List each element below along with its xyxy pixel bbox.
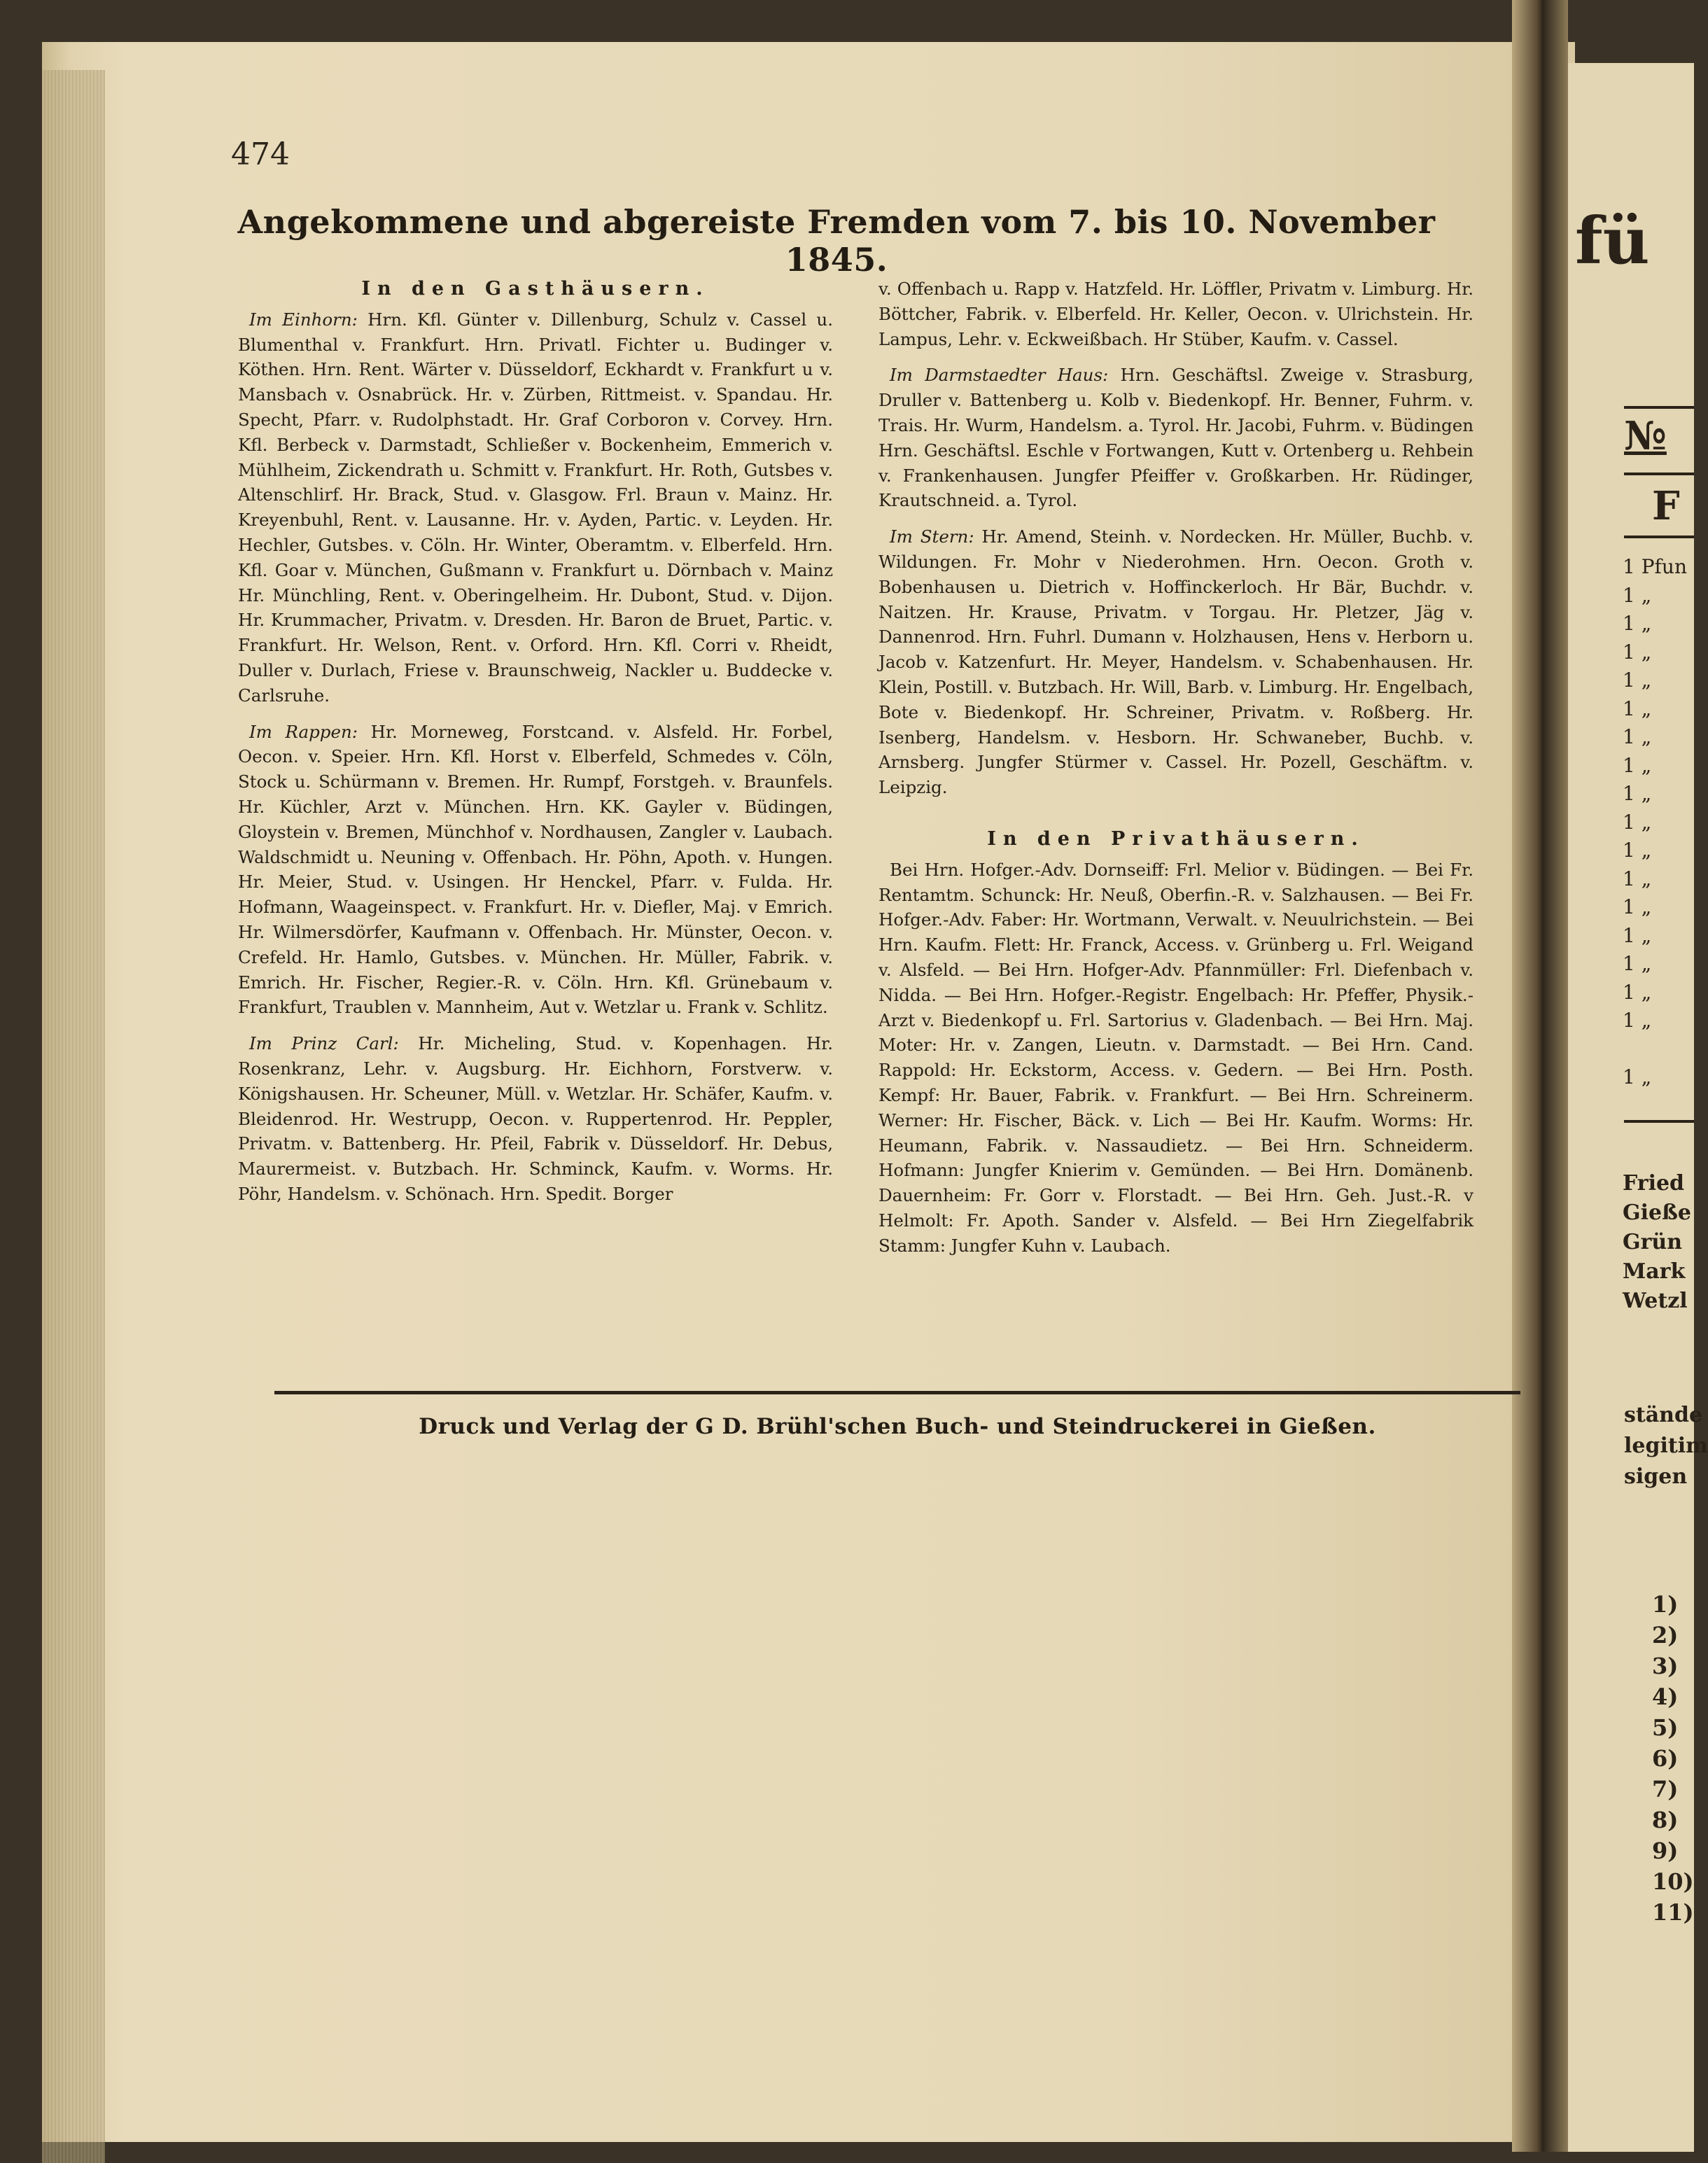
price-row: 1 „ — [1623, 952, 1652, 975]
price-row: 1 „ — [1623, 895, 1652, 918]
price-row: 1 „ — [1623, 1065, 1652, 1088]
page-edges — [42, 70, 105, 2163]
entry-prinz-carl — [238, 1031, 833, 1207]
list-number: 2) — [1652, 1622, 1679, 1648]
entry-darmstaedter-haus — [878, 363, 1474, 513]
next-page-rule — [1624, 406, 1694, 409]
next-page-title-fragment: fü — [1575, 203, 1650, 279]
price-row: 1 „ — [1623, 867, 1652, 890]
entry-place: Im Stern: — [890, 526, 974, 547]
entry-rappen — [238, 720, 833, 1021]
next-page-rule — [1624, 472, 1694, 475]
text-fragment: sigen — [1624, 1464, 1688, 1489]
entry-place: Im Prinz Carl: — [249, 1033, 399, 1054]
list-number: 1) — [1652, 1591, 1679, 1618]
page-number: 474 — [231, 136, 290, 172]
next-page-fragment — [1568, 63, 1708, 2152]
list-number: 4) — [1652, 1684, 1679, 1710]
price-row: 1 „ — [1623, 668, 1652, 692]
place-name: Grün — [1623, 1230, 1683, 1254]
entry-text: Hr. Morneweg, Forstcand. v. Alsfeld. Hr. Forbel, Oecon. v. Speier. Hrn. Kfl. Horst v. Elberfeld, Schmedes v. Cöln, Stock u. Schürmann v. Bremen. Hr. Rumpf, Forstgeh. v. Braunfels. Hr. Küchler, Arzt v. München. Hrn. KK. Gayler v. Büdingen, Gloystein v. Bremen, Münchhof v. Nordhausen, Zangler v. Laubach. Waldschmidt u. Neuning v. Offenbach. Hr. Pöhn, Apoth. v. Hungen. Hr. Meier, Stud. v. Usingen. Hr Henckel, Pfarr. v. Fulda. Hr. Hofmann, Waageinspect. v. Frankfurt. Hr. v. Diefler, Maj. v Emrich. Hr. Wilmersdörfer, Kaufmann v. Offenbach. Hr. Münster, Oecon. v. Crefeld. Hr. Hamlo, Gutsbes. v. München. Hr. Müller, Fabrik. v. Emrich. Hr. Fischer, Regier.-R. v. Cöln. Hrn. Kfl. Grünebaum v. Frankfurt, Traublen v. Mannheim, Aut v. Wetzlar u. Frank v. Schlitz. — [238, 721, 833, 1018]
list-number: 8) — [1652, 1807, 1679, 1833]
book-gutter — [1512, 0, 1568, 2152]
next-page-subtitle-fragment: F — [1652, 483, 1680, 529]
next-page-price-rows — [1623, 553, 1687, 1091]
list-number: 5) — [1652, 1714, 1679, 1741]
price-row: 1 „ — [1623, 640, 1652, 664]
price-row: 1 Pfun — [1623, 555, 1687, 578]
place-name: Gieße — [1623, 1200, 1691, 1225]
price-row: 1 „ — [1623, 782, 1652, 805]
place-name: Wetzl — [1623, 1289, 1688, 1313]
list-number: 6) — [1652, 1745, 1679, 1772]
text-fragment: stände — [1624, 1403, 1703, 1427]
next-page-place-list — [1623, 1169, 1691, 1316]
entry-stern — [878, 524, 1474, 800]
next-page-rule — [1624, 536, 1694, 538]
entry-place: Im Rappen: — [249, 721, 358, 742]
next-page-numbered-list — [1652, 1589, 1694, 1928]
list-number: 3) — [1652, 1653, 1679, 1679]
entry-place: Im Darmstaedter Haus: — [890, 365, 1109, 386]
section-title-gasthaeuser: In den Gasthäusern. — [361, 278, 710, 300]
next-page-text-fragment — [1624, 1400, 1708, 1492]
right-column — [878, 276, 1474, 1258]
next-page-rule — [1624, 1120, 1694, 1123]
footer-rule — [274, 1391, 1520, 1394]
entry-continuation: v. Offenbach u. Rapp v. Hatzfeld. Hr. Löffler, Privatm v. Limburg. Hr. Böttcher, Fabrik. v. Elberfeld. Hr. Keller, Oecon. v. Ulrichstein. Hr. Lampus, Lehr. v. Eckweißbach. Hr Stüber, Kaufm. v. Cassel. — [878, 279, 1474, 349]
price-row: 1 „ — [1623, 923, 1652, 947]
price-row: 1 „ — [1623, 753, 1652, 777]
list-number: 7) — [1652, 1776, 1679, 1802]
list-number: 10) — [1652, 1868, 1694, 1895]
entry-text: Hrn. Geschäftsl. Zweige v. Strasburg, Druller v. Battenberg u. Kolb v. Biedenkopf. Hr. Benner, Fuhrm. v. Trais. Hr. Wurm, Handelsm. a. Tyrol. Hr. Jacobi, Fuhrm. v. Büdingen Hrn. Geschäftsl. Eschle v Fortwangen, Kutt v. Ortenberg u. Rehbein v. Frankenhausen. Jungfer Pfeiffer v. Großkarben. Hr. Rüdinger, Krautschneid. a. Tyrol. — [878, 365, 1474, 511]
list-number: 9) — [1652, 1837, 1679, 1864]
left-column — [238, 276, 833, 1218]
entry-einhorn — [238, 307, 833, 708]
price-row: 1 „ — [1623, 612, 1652, 635]
list-number: 11) — [1652, 1899, 1694, 1926]
price-row: 1 „ — [1623, 725, 1652, 748]
price-row: 1 „ — [1623, 1009, 1652, 1032]
price-row: 1 „ — [1623, 980, 1652, 1004]
entry-text: Hr. Amend, Steinh. v. Nordecken. Hr. Müller, Buchb. v. Wildungen. Fr. Mohr v Niederohmen. Hrn. Oecon. Groth v. Bobenhausen u. Dietrich v. Hoffinckerloch. Hr Bär, Buchdr. v. Naitzen. Hr. Krause, Privatm. v Torgau. Hr. Pletzer, Jäg v. Dannenrod. Hrn. Fuhrl. Dumann v. Holzhausen, Hens v. Herborn u. Jacob v. Katzenfurt. Hr. Meyer, Handelsm. v. Schabenhausen. Hr. Klein, Postill. v. Butzbach. Hr. Will, Barb. v. Limburg. Hr. Engelbach, Bote v. Biedenkopf. Hr. Schreiner, Privatm. v. Roßberg. Hr. Isenberg, Handelsm. v. Hesborn. Hr. Schwaneber, Buchb. v. Arnsberg. Jungfer Stürmer v. Cassel. Hr. Pozell, Geschäftm. v. Leipzig. — [878, 526, 1474, 798]
price-row: 1 „ — [1623, 583, 1652, 607]
price-row: 1 „ — [1623, 810, 1652, 834]
price-row: 1 „ — [1623, 696, 1652, 720]
price-row: 1 „ — [1623, 839, 1652, 862]
section-title-privathaeuser: In den Privathäusern. — [987, 827, 1365, 850]
entry-text: Hr. Micheling, Stud. v. Kopenhagen. Hr. Rosenkranz, Lehr. v. Augsburg. Hr. Eichhorn, Forstverw. v. Königshausen. Hr. Scheuner, Müll. v. Wetzlar. Hr. Schäfer, Kaufm. v. Bleidenrod. Hr. Westrupp, Oecon. v. Ruppertenrod. Hr. Peppler, Privatm. v. Battenberg. Hr. Pfeil, Fabrik v. Düsseldorf. Hr. Debus, Maurermeist. v. Butzbach. Hr. Schminck, Kaufm. v. Worms. Hr. Pöhr, Handelsm. v. Schönach. Hrn. Spedit. Borger — [238, 1033, 833, 1204]
private-houses-text: Bei Hrn. Hofger.-Adv. Dornseiff: Frl. Melior v. Büdingen. — Bei Fr. Rentamtm. Schunck: Hr. Neuß, Oberfin.-R. v. Salzhausen. — Bei Fr. Hofger.-Adv. Faber: Hr. Wortmann, Verwalt. v. Neuulrichstein. — Bei Hrn. Kaufm. Flett: Hr. Franck, Access. v. Grünberg u. Frl. Weigand v. Alsfeld. — Bei Hrn. Hofger-Adv. Pfannmüller: Frl. Diefenbach v. Nidda. — Bei Hrn. Hofger.-Registr. Engelbach: Hr. Pfeffer, Physik.-Arzt v. Biedenkopf u. Frl. Sartorius v. Gladenbach. — Bei Hrn. Maj. Moter: Hr. v. Zangen, Lieutn. v. Darmstadt. — Bei Hrn. Cand. Rappold: Hr. Eckstorm, Access. v. Gedern. — Bei Hrn. Posth. Kempf: Hr. Bauer, Fabrik. v. Frankfurt. — Bei Hrn. Schreinerm. Werner: Hr. Fischer, Bäck. v. Lich — Bei Hr. Kaufm. Worms: Hr. Heumann, Fabrik. v. Nassaudietz. — Bei Hrn. Schneiderm. Hofmann: Jungfer Knierim v. Gemünden. — Bei Hrn. Domänenb. Dauernheim: Fr. Gorr v. Florstadt. — Bei Hrn. Geh. Just.-R. v Helmolt: Fr. Apoth. Sander v. Alsfeld. — Bei Hrn Ziegelfabrik Stamm: Jungfer Kuhn v. Laubach. — [878, 859, 1474, 1256]
entry-text: Hrn. Kfl. Günter v. Dillenburg, Schulz v. Cassel u. Blumenthal v. Frankfurt. Hrn. Privatl. Fichter u. Budinger v. Köthen. Hrn. Rent. Wärter v. Düsseldorf, Eckhardt v. Frankfurt u v. Mansbach v. Osnabrück. Hr. v. Zürben, Rittmeist. v. Spandau. Hr. Specht, Pfarr. v. Rudolphstadt. Hr. Graf Corboron v. Corvey. Hrn. Kfl. Berbeck v. Darmstadt, Schließer v. Bockenheim, Emmerich v. Mühlheim, Zickendrath u. Schmitt v. Frankfurt. Hr. Roth, Gutsbes v. Altenschlirf. Hr. Brack, Stud. v. Glasgow. Frl. Braun v. Mainz. Hr. Kreyenbuhl, Rent. v. Lausanne. Hr. v. Ayden, Partic. v. Leyden. Hr. Hechler, Gutsbes. v. Cöln. Hr. Winter, Oberamtm. v. Elberfeld. Hrn. Kfl. Goar v. München, Gußmann v. Frankfurt u. Dörnbach v. Mainz Hr. Münchling, Rent. v. Oberingelheim. Hr. Dubont, Stud. v. Dijon. Hr. Krummacher, Privatm. v. Dresden. Hr. Baron de Bruet, Partic. v. Frankfurt. Hr. Welson, Rent. v. Orford. Hrn. Kfl. Corri v. Rheidt, Duller v. Durlach, Friese v. Braunschweig, Nackler u. Buddecke v. Carlsruhe. — [238, 309, 833, 706]
place-name: Fried — [1623, 1171, 1685, 1196]
place-name: Mark — [1623, 1259, 1686, 1284]
page-headline: Angekommene und abgereiste Fremden vom 7. bis 10. November 1845. — [237, 203, 1436, 279]
colophon: Druck und Verlag der G D. Brühl'schen Buch- und Steindruckerei in Gießen. — [419, 1414, 1376, 1439]
next-page-number-sign: № — [1624, 413, 1667, 459]
text-fragment: legitim — [1624, 1434, 1708, 1458]
entry-place: Im Einhorn: — [249, 309, 358, 330]
